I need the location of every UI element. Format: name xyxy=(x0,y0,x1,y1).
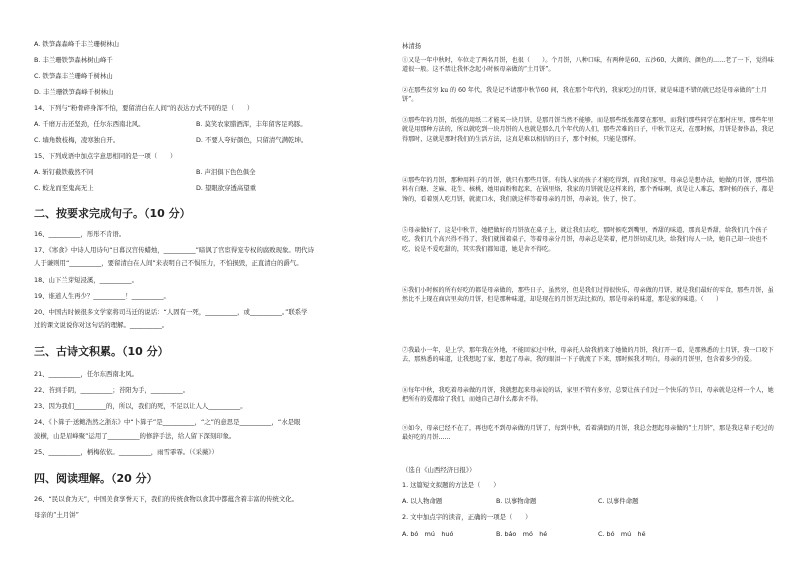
story-paragraph-7: ⑦我最小一年，是上学，那年我在外地，不能回家过中秋，母亲托人给我捎来了她做的月饼，我打开一看，是那熟悉的土月饼，我一口咬下去，那熟悉的味道，让我想起了家，想起了母亲，我的眼泪一下子就流了下来，那时候我才明白，母亲的月饼里，包含着多少的爱。 xyxy=(402,347,774,364)
sentence-17b: 人于谦则用“__________，要留清白在人间”来表明自己不惧压力，不怕损毁，正直清白的爵气。 xyxy=(34,259,303,267)
q14-option-a: A. 千磨万击还坚劲，任尔东西南北风。 xyxy=(34,120,145,128)
poem-24b: 波横，山是眉峰聚”运用了__________的修辞手法，给人留下深刻印象。 xyxy=(34,432,236,440)
story-paragraph-5: ⑤母亲做好了，这是中秋节，她把做好的月饼放在桌子上，就让我们去吃，那时候吃到嘴里，香甜的味道，那真是香甜，给我们几个孩子吃，我们几个高兴得不得了，我们就围着桌子，等着母亲分月饼，母亲总是笑着，把月饼切成几块，给我们每人一块，她自己却一块也不吃，说是不爱吃甜的，其实我们都知道，她是舍不得吃。 xyxy=(402,227,768,253)
q15-option-a: A. 斩钉截铁截然不同 xyxy=(34,168,94,176)
question-1: 1. 这篇短文拟题的方法是（ ） xyxy=(402,481,500,489)
q1-option-a: A. 以人物命题 xyxy=(402,497,443,505)
option-line: D. 丰兰珊铁笋森峰千树林山 xyxy=(34,88,114,96)
q15-option-c: C. 蛟龙而至鬼高无上 xyxy=(34,184,94,192)
poem-21: 21、__________，任尔东西南北风。 xyxy=(34,370,138,378)
right-column xyxy=(402,0,774,562)
sentence-20b: 过的课文说说你对这句话的理解。__________。 xyxy=(34,321,169,329)
q15-option-d: D. 望眼欲穿透高望重 xyxy=(196,184,257,192)
story-title: 母亲的“土月饼” xyxy=(34,511,79,519)
option-line: A. 铁笋森森峰千丰兰珊树林山 xyxy=(34,40,120,48)
story-paragraph-4: ④那些年的月饼，那种用料子的月饼，就只有那些月饼。有钱人家的孩子才能吃得到，而我们家里，母亲总是想办法，她做的月饼，那些馅料有白糖、芝麻、花生、核桃，她用面粉和起来，在锅里烙，我家的月饼就是这样来的，那个香味啊，真是让人难忘，那时候的孩子，都是馋的，看着别人吃月饼，就流口水，我们就这样等着母亲的月饼，母亲说，快了，快了。 xyxy=(402,177,774,203)
sentence-18: 18、山下兰芽短浸溪，__________。 xyxy=(34,276,138,284)
poem-24a: 24、《卜算子·送鲍浩然之浙东》中“卜算子”是__________，“之”的意思是__________，“水是眼 xyxy=(34,418,301,426)
poem-25: 25、__________，柄梅依依。__________，雨雪霏霏。（《采薇》） xyxy=(34,448,218,456)
poem-23: 23、因为我们__________的，所以，我们的死，不足以让人人__________。 xyxy=(34,402,247,410)
story-paragraph-8: ⑧每年中秋，我吃着母亲做的月饼，我就想起来母亲说的话，家里不管有多穷，总要让孩子们过一个快乐的节日，母亲就是这样一个人，她把所有的爱都给了我们，而她自己却什么都舍不得。 xyxy=(402,387,774,404)
q2-option-b: B. báo mó hé xyxy=(496,530,548,538)
option-line: B. 丰兰珊铁笋森林树山峰千 xyxy=(34,56,113,64)
q1-option-c: C. 以事件命题 xyxy=(598,497,639,505)
q14-option-d: D. 不要人夸好颜色，只留清气满乾坤。 xyxy=(196,136,308,144)
q14-option-c: C. 墙角数枝梅，凌寒独自开。 xyxy=(34,136,120,144)
story-paragraph-2: ②在那些贫穷 ku 的 60 年代，我是记不请那中秋节60 间，我在那个年代的，我家吃过的月饼，就是味道不错的就已经是母亲做的“土月饼”。 xyxy=(402,87,767,104)
section-4-heading: 四、阅读理解。（20 分） xyxy=(34,472,158,485)
sentence-17a: 17、《寒食》中诗人用诗句“日暮汉宫传蜡烛，__________”暗讽了官宦得宠专权的腐败现象。明代诗 xyxy=(34,246,314,254)
story-paragraph-1: ①又是一年中秋时，车位走了两名月饼，也很（ ）。个月饼，八种口味，有两种是60、五沙60、大颜的、颜色的……老了一下，觉得味道很一般。这不禁让我怀念起小时候母亲做的“土月饼”。 xyxy=(402,57,774,74)
option-line: C. 铁笋森丰兰珊峰千树林山 xyxy=(34,72,113,80)
sentence-16: 16、__________，彤彤不肯语。 xyxy=(34,230,126,238)
story-paragraph-3: ③那些年的月饼，纸张的用纸二才能买一块月饼，是那月饼当然不能够，而是那些纸张都要在那里，而我们那些同学在那村庄里，那些年里就是用那种方法的，所以就吃到一块月饼的人也就是那么几个年代的人们，那些苦难的日子，中秋节这天，在那时候，月饼是奢侈品，我记得那时，这就是那时我们的生活方法，这真是难以相信的日子，那个时候，只能是那样。 xyxy=(402,117,774,143)
q2-option-c: C. bó mú hé xyxy=(598,530,646,538)
question-15: 15、下列成语中加点字意思相同的是一项（ ） xyxy=(34,152,177,160)
story-author: 林清扬 xyxy=(402,42,422,50)
question-26: 26、“民以食为天”，中国美食享誉天下，我们的传统食物以食其中都蕴含着丰富的传统文化。 xyxy=(34,495,298,503)
q2-option-a: A. bó mú huó xyxy=(402,530,454,538)
q1-option-b: B. 以事物命题 xyxy=(496,497,537,505)
q15-option-b: B. 声泪俱下色色俱全 xyxy=(196,168,256,176)
question-14: 14、下列与“粉骨碎身浑不怕，要留清白在人间”的表达方式不同的是（ ） xyxy=(34,104,254,112)
section-3-heading: 三、古诗文积累。（10 分） xyxy=(34,345,169,358)
section-2-heading: 二、按要求完成句子。（10 分） xyxy=(34,207,191,220)
left-column xyxy=(34,0,386,562)
poem-22: 22、苔到手阴，__________；苔阳为手，__________。 xyxy=(34,386,190,394)
story-source: （选自《山西经济日报》） xyxy=(402,466,476,474)
sentence-19: 19、谁道人生再少？__________！__________。 xyxy=(34,292,170,300)
sentence-20a: 20、中国古时候很多文学家将司马迁的说话：“人固有一死，__________，或__________。”联系学 xyxy=(34,308,308,316)
story-paragraph-9: ⑨如今，母亲已经不在了，再也吃不到母亲做的月饼了，每到中秋，看着满街的月饼，我总会想起母亲做的“土月饼”，那是我这辈子吃过的最好吃的月饼…… xyxy=(402,425,774,442)
q14-option-b: B. 莫笑农家腊酒浑，丰年留客足鸡豚。 xyxy=(196,120,307,128)
question-2: 2. 文中加点字的读音，正确的一项是（ ） xyxy=(402,513,532,521)
story-paragraph-6: ⑥我们小时候的所有好吃的都是母亲做的，那些日子，虽然穷，但是我们过得很快乐，母亲做的月饼，就是我们最好的零食，那些月饼，虽然比不上现在商店里卖的月饼，但是那种味道，却是现在的月饼无法比拟的，那是母亲的味道，那是家的味道。（ ） xyxy=(402,287,774,304)
